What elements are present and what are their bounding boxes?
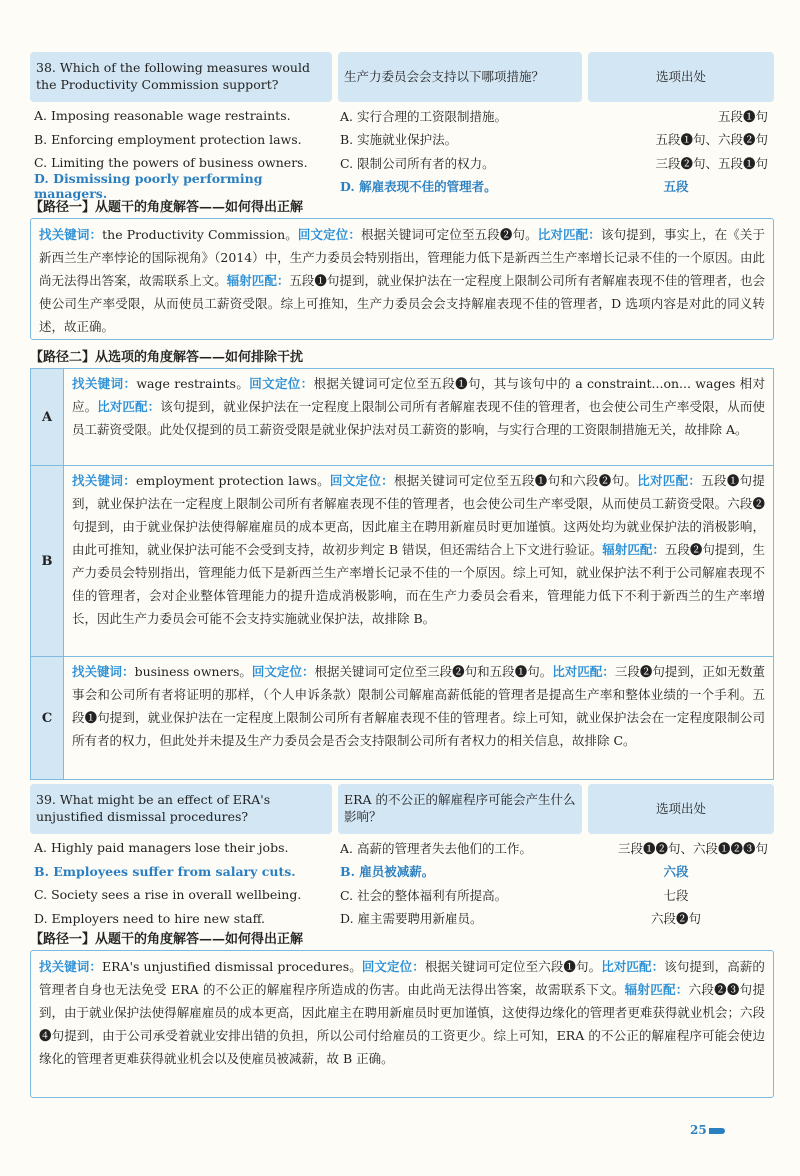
keyword-label: 找关键词： [39,959,102,974]
locate-text: 根据关键词可定位至六段❶句。 [424,959,602,974]
q39-source-header: 选项出处 [588,784,774,834]
option-source: 三段❷句、五段❶句 [655,155,768,171]
page-number [690,1123,725,1137]
q39-question-en: 39. What might be an effect of ERA's unjustified dismissal procedures? [30,784,332,834]
option-label: A [31,369,64,465]
q39-table [30,784,774,930]
option-label: C [31,657,64,779]
q38-question-zh: 生产力委员会会支持以下哪项措施？ [338,52,582,102]
q39-question-zh: ERA 的不公正的解雇程序可能会产生什么影响？ [338,784,582,834]
keyword-text: employment protection laws。 [136,473,330,488]
option-zh: B. 雇员被减薪。 [340,864,435,880]
q38-header-row [30,52,774,102]
match-text: 该句提到，高薪的管理者自身也无法免受 ERA 的不公正的解雇程序所造成的伤害。由此尚无法得出答案，故需联系下文。 [39,959,765,997]
q39-header-row [30,784,774,834]
option-analysis [64,369,773,465]
locate-text: 根据关键词可定位至五段❶句和六段❷句。 [393,473,638,488]
keyword-label: 找关键词： [72,473,137,488]
q38-table [30,52,774,202]
radiate-text: 六段❷❸句提到，由于就业保护法使得解雇雇员的成本更高，因此雇主在聘用新雇员时更加谨慎，这使得边缘化的管理者更难获得就业机会；六段❹句提到，由于公司承受着就业安排出错的负担，所以公司付给雇员的工资更少。综上可知，ERA 的不公正的解雇程序可能会使边缘化的管理者更难获得就业机会以及使雇员被减薪，故 B 正确。 [39,982,765,1066]
option-en: C. Society sees a rise in overall wellbeing. [34,887,302,903]
option-analysis [64,657,773,779]
option-en: C. Limiting the powers of business owners. [34,155,308,171]
radiate-label: 辐射匹配： [226,273,290,288]
radiate-label: 辐射匹配： [602,542,665,557]
option-zh: D. 雇主需要聘用新雇员。 [340,911,483,927]
match-label: 比对匹配： [97,399,161,414]
option-source: 三段❶❷句、六段❶❷❸句 [617,840,768,856]
match-text: 该句提到，事实上，在《关于新西兰生产率悖论的国际视角》（2014）中，生产力委员会特别指出，管理能力低下是新西兰生产率增长记录不佳的一个原因。由此尚无法得出答案，故需联系上文。 [39,227,765,288]
option-source: 五段 [663,179,689,195]
match-label: 比对匹配： [537,227,601,242]
locate-text: 根据关键词可定位至五段❶句，其与该句中的 a constraint...on... wages 相对应。 [72,376,765,414]
q39-option-b-correct [30,860,774,884]
option-source: 五段❶句 [717,108,768,124]
option-en: D. Employers need to hire new staff. [34,910,266,926]
q38-option-b [30,128,774,152]
option-zh: D. 解雇表现不佳的管理者。 [340,179,497,195]
q39-path1-box [30,950,774,1098]
keyword-text: ERA's unjustified dismissal procedures。 [102,959,362,974]
keyword-text: business owners。 [134,664,252,679]
locate-label: 回文定位： [361,959,425,974]
q38-source-header: 选项出处 [588,52,774,102]
q38-path2-option-c [31,657,773,779]
locate-text: 根据关键词可定位至三段❷句和五段❶句。 [314,664,553,679]
option-source: 五段❶句、六段❷句 [655,132,768,148]
match-text: 五段❶句提到，就业保护法在一定程度上限制公司所有者解雇表现不佳的管理者，也会使公司生产率受限，从而使员工薪资受限。六段❷句提到，由于就业保护法使得解雇雇员的成本更高，因此雇主在聘用新雇员时更加谨慎。这两处均为就业保护法的消极影响，由此可推知，就业保护法可能不会受到支持，故初步判定 B 错误，但还需结合上下文进行验证。 [72,473,765,557]
match-label: 比对匹配： [552,664,615,679]
q38-path2-box [30,368,774,780]
locate-label: 回文定位： [297,227,362,242]
q38-path2-option-b [31,466,773,657]
keyword-text: wage restraints。 [136,376,250,391]
q38-question-en: 38. Which of the following measures would the Productivity Commission support? [30,52,332,102]
option-zh: C. 限制公司所有者的权力。 [340,155,495,171]
radiate-text: 五段❶句提到，就业保护法在一定程度上限制公司所有者解雇表现不佳的管理者，也会使公司生产率受限，从而使员工薪资受限。综上可推知，生产力委员会会支持解雇表现不佳的管理者，D 选项内容是对此的同义转述，故正确。 [39,273,765,334]
option-en: A. Imposing reasonable wage restraints. [34,108,291,124]
q38-path1-title: 【路径一】从题干的角度解答——如何得出正解 [30,200,304,215]
option-en: D. Dismissing poorly performing managers. [34,171,263,202]
q39-option-c [30,883,774,907]
q38-option-a [30,104,774,128]
locate-text: 根据关键词可定位至五段❷句。 [361,227,538,242]
option-zh: A. 实行合理的工资限制措施。 [340,108,507,124]
option-zh: C. 社会的整体福利有所提高。 [340,887,508,903]
option-zh: B. 实施就业保护法。 [340,132,458,148]
match-label: 比对匹配： [601,959,665,974]
keyword-label: 找关键词： [39,227,103,242]
q39-option-a [30,836,774,860]
option-source: 七段 [663,887,689,903]
option-en: B. Employees suffer from salary cuts. [34,863,296,879]
q38-path2-option-a [31,369,773,466]
match-label: 比对匹配： [637,473,702,488]
radiate-label: 辐射匹配： [624,982,689,997]
q39-option-d [30,907,774,931]
option-en: B. Enforcing employment protection laws. [34,131,302,147]
radiate-text: 五段❷句提到，生产力委员会特别指出，管理能力低下是新西兰生产率增长记录不佳的一个原因。综上可知，就业保护法不利于公司解雇表现不佳的管理者，会对企业整体管理能力的提升造成消极影响，而在生产力委员会看来，管理能力低下不利于新西兰的生产率增长，因此生产力委员会可能不会支持实施就业保护法，故排除 B。 [72,542,765,626]
option-en: A. Highly paid managers lose their jobs. [34,840,289,856]
keyword-text: the Productivity Commission。 [102,227,298,242]
q39-path1-title: 【路径一】从题干的角度解答——如何得出正解 [30,932,304,947]
keyword-label: 找关键词： [72,664,135,679]
option-source: 六段❷句 [650,911,701,927]
option-source: 六段 [663,864,689,880]
match-text: 三段❷句提到，正如无数董事会和公司所有者将证明的那样，（个人申诉条款）限制公司解雇高薪低能的管理者是提高生产率和整体业绩的一个手利。五段❶句提到，就业保护法在一定程度上限制公司所有者解雇表现不佳的管理者。综上可知，就业保护法会在一定程度限制公司所有者的权力，但此处并未提及生产力委员会是否会支持限制公司所有者权力的相关信息，故排除 C。 [72,664,765,748]
option-analysis [64,466,773,656]
page-swoosh-icon [709,1128,725,1134]
keyword-label: 找关键词： [72,376,137,391]
locate-label: 回文定位： [249,376,314,391]
option-zh: A. 高薪的管理者失去他们的工作。 [340,840,532,856]
locate-label: 回文定位： [251,664,315,679]
match-text: 该句提到，就业保护法在一定程度上限制公司所有者解雇表现不佳的管理者，也会使公司生产率受限，从而使员工薪资受限。此处仅提到的员工薪资受限是就业保护法对员工薪资的影响，与实行合理的工资限制措施无关，故排除 A。 [72,399,765,437]
locate-label: 回文定位： [329,473,394,488]
page-number-text: 25 [690,1123,707,1137]
q38-option-d-correct [30,171,774,202]
q38-path1-box [30,218,774,340]
q38-path2-title: 【路径二】从选项的角度解答——如何排除干扰 [30,350,304,365]
option-label: B [31,466,64,656]
